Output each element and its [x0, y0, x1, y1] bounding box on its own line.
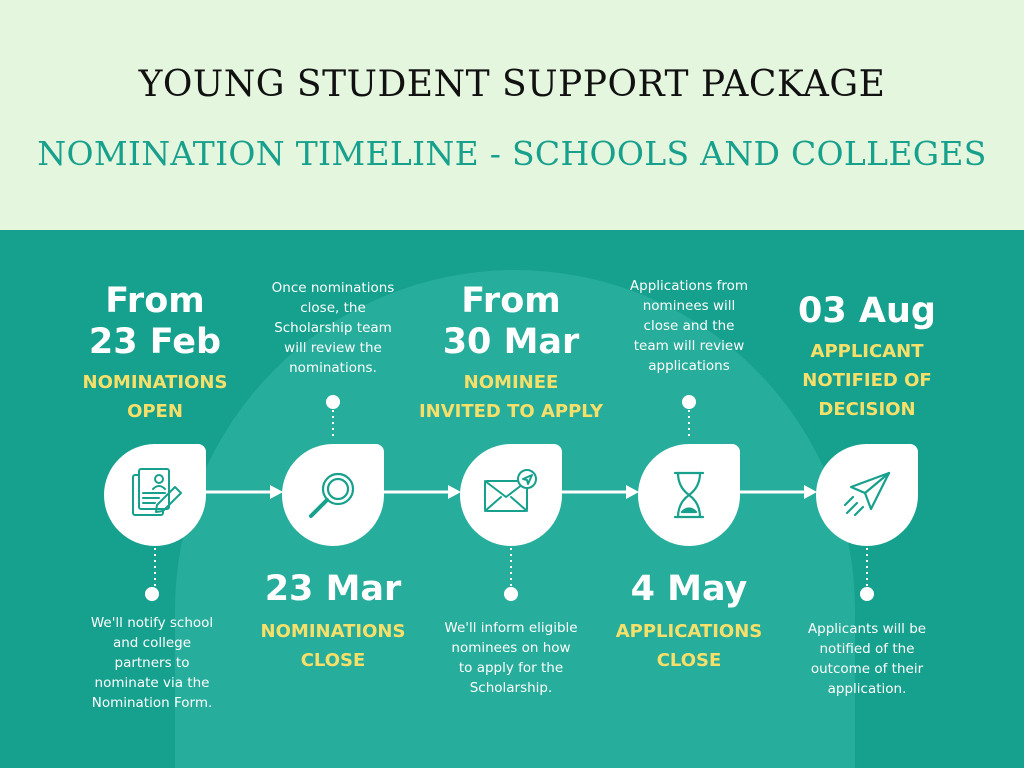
step-2-date: 23 Mar	[264, 569, 402, 609]
step-4-node	[638, 444, 740, 546]
paper-plane-icon	[837, 465, 897, 525]
step-4-date: 4 May	[630, 569, 748, 609]
step-4-note: Applications from nominees will close and the team will review applications	[629, 278, 749, 374]
timeline-panel	[0, 230, 1024, 768]
step-1-note: We'll notify school and college partners to nominate via the Nomination Form.	[90, 615, 214, 711]
step-2-note: Once nominations close, the Scholarship team will review the nominations.	[271, 280, 395, 376]
step-2-label: NOMINATIONS CLOSE	[260, 621, 406, 671]
hourglass-icon	[659, 465, 719, 525]
step-3-date: From 30 Mar	[442, 281, 580, 362]
dot-1	[145, 587, 159, 601]
step-5-note: Applicants will be notified of the outcome of their application.	[807, 621, 927, 697]
dot-3	[504, 587, 518, 601]
step-5-node	[816, 444, 918, 546]
step-3-node	[460, 444, 562, 546]
dot-5	[860, 587, 874, 601]
document-form-icon	[125, 465, 185, 525]
magnifier-icon	[303, 465, 363, 525]
dot-2	[326, 395, 340, 409]
step-5-label: APPLICANT NOTIFIED OF DECISION	[802, 341, 932, 420]
page-title: YOUNG STUDENT SUPPORT PACKAGE	[138, 64, 886, 105]
step-3-label: NOMINEE INVITED TO APPLY	[418, 372, 604, 422]
step-5-date: 03 Aug	[798, 291, 936, 331]
step-1-label: NOMINATIONS OPEN	[82, 372, 228, 422]
step-4-label: APPLICATIONS CLOSE	[615, 621, 763, 671]
dot-4	[682, 395, 696, 409]
step-2-node	[282, 444, 384, 546]
step-3-note: We'll inform eligible nominees on how to apply for the Scholarship.	[444, 620, 578, 696]
step-1-node	[104, 444, 206, 546]
envelope-send-icon	[481, 465, 541, 525]
step-1-date: From 23 Feb	[88, 281, 222, 362]
header-panel	[0, 0, 1024, 230]
page-subtitle: NOMINATION TIMELINE - SCHOOLS AND COLLEGES	[37, 134, 987, 173]
